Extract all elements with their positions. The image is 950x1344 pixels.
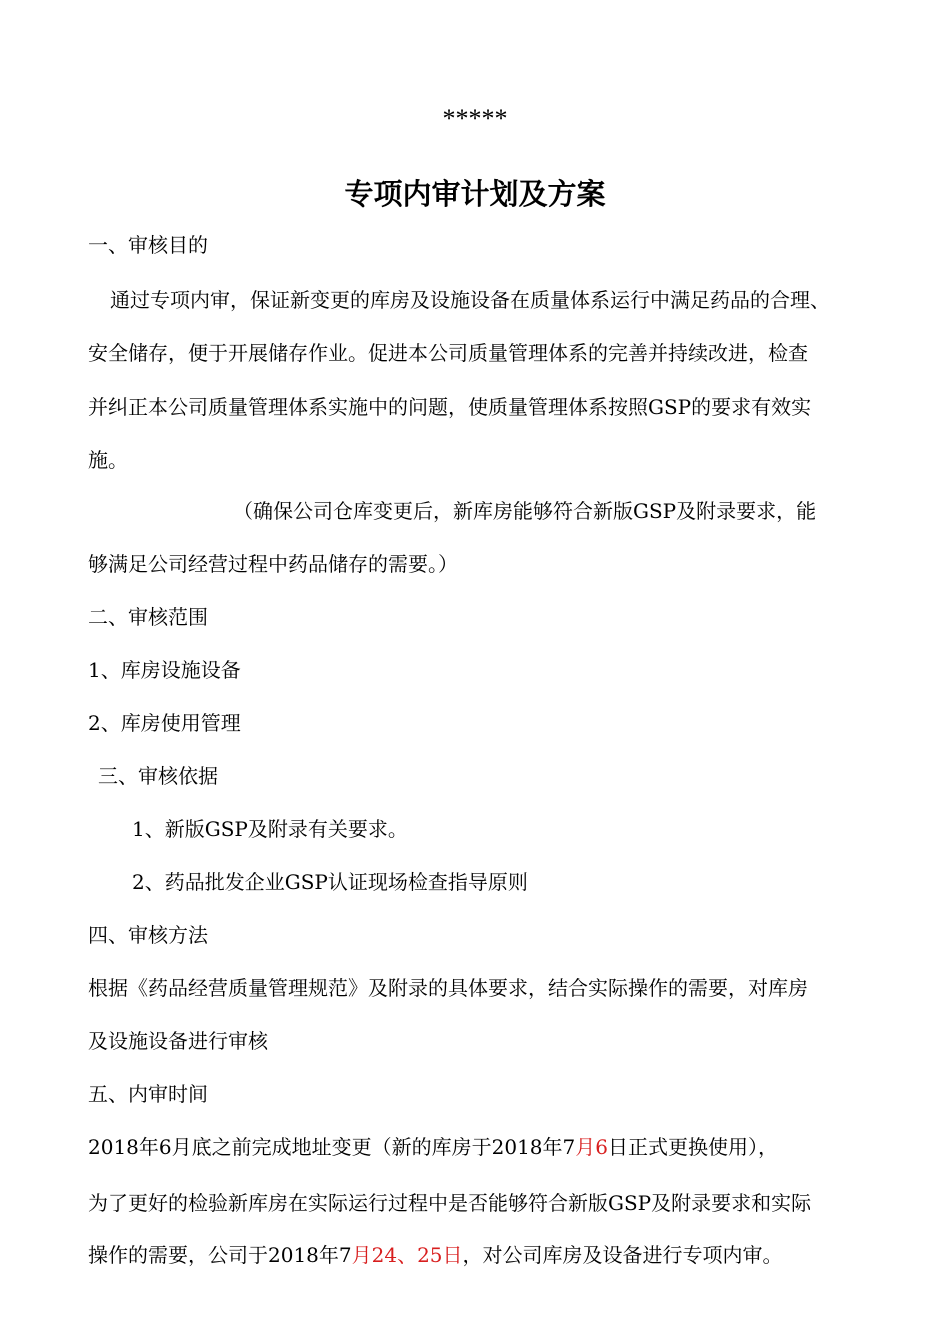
- text-run: 2018年6月底之前完成地址变更（新的库房于2018年7: [88, 1135, 576, 1159]
- paragraph-line: 够满足公司经营过程中药品储存的需要。）: [88, 552, 458, 576]
- paragraph-line: （确保公司仓库变更后，新库房能够符合新版GSP及附录要求，能: [233, 499, 817, 523]
- section-4-heading: 四、审核方法: [88, 923, 208, 947]
- paragraph-line: 施。: [88, 448, 128, 472]
- paragraph-line: 通过专项内审，保证新变更的库房及设施设备在质量体系运行中满足药品的合理、: [110, 288, 830, 312]
- paragraph-line: 为了更好的检验新库房在实际运行过程中是否能够符合新版GSP及附录要求和实际: [88, 1191, 812, 1215]
- section-5-heading: 五、内审时间: [88, 1082, 208, 1106]
- list-item: 1、库房设施设备: [88, 658, 241, 682]
- paragraph-line: 并纠正本公司质量管理体系实施中的问题，使质量管理体系按照GSP的要求有效实: [88, 395, 812, 419]
- paragraph-line: 根据《药品经营质量管理规范》及附录的具体要求，结合实际操作的需要，对库房: [88, 976, 808, 1000]
- highlighted-text: 月: [575, 1135, 596, 1159]
- paragraph-line: [88, 1242, 783, 1268]
- list-item: 2、药品批发企业GSP认证现场检查指导原则: [132, 870, 528, 894]
- section-1-heading: 一、审核目的: [88, 233, 208, 257]
- text-run: 日正式更换使用），: [607, 1135, 778, 1159]
- header-mark: *****: [442, 104, 508, 133]
- section-3-heading: 三、审核依据: [98, 764, 218, 788]
- highlighted-text: 月24、25日: [351, 1243, 463, 1267]
- text-run: ，对公司库房及设备进行专项内审。: [462, 1243, 783, 1267]
- highlighted-text: 6: [595, 1135, 608, 1159]
- paragraph-line: [88, 1134, 778, 1160]
- section-2-heading: 二、审核范围: [88, 605, 208, 629]
- paragraph-line: 及设施设备进行审核: [88, 1029, 268, 1053]
- document-title: 专项内审计划及方案: [344, 177, 606, 211]
- text-run: 操作的需要，公司于2018年7: [88, 1243, 352, 1267]
- list-item: 2、库房使用管理: [88, 711, 241, 735]
- list-item: 1、新版GSP及附录有关要求。: [132, 817, 408, 841]
- paragraph-line: 安全储存，便于开展储存作业。促进本公司质量管理体系的完善并持续改进，检查: [88, 341, 808, 365]
